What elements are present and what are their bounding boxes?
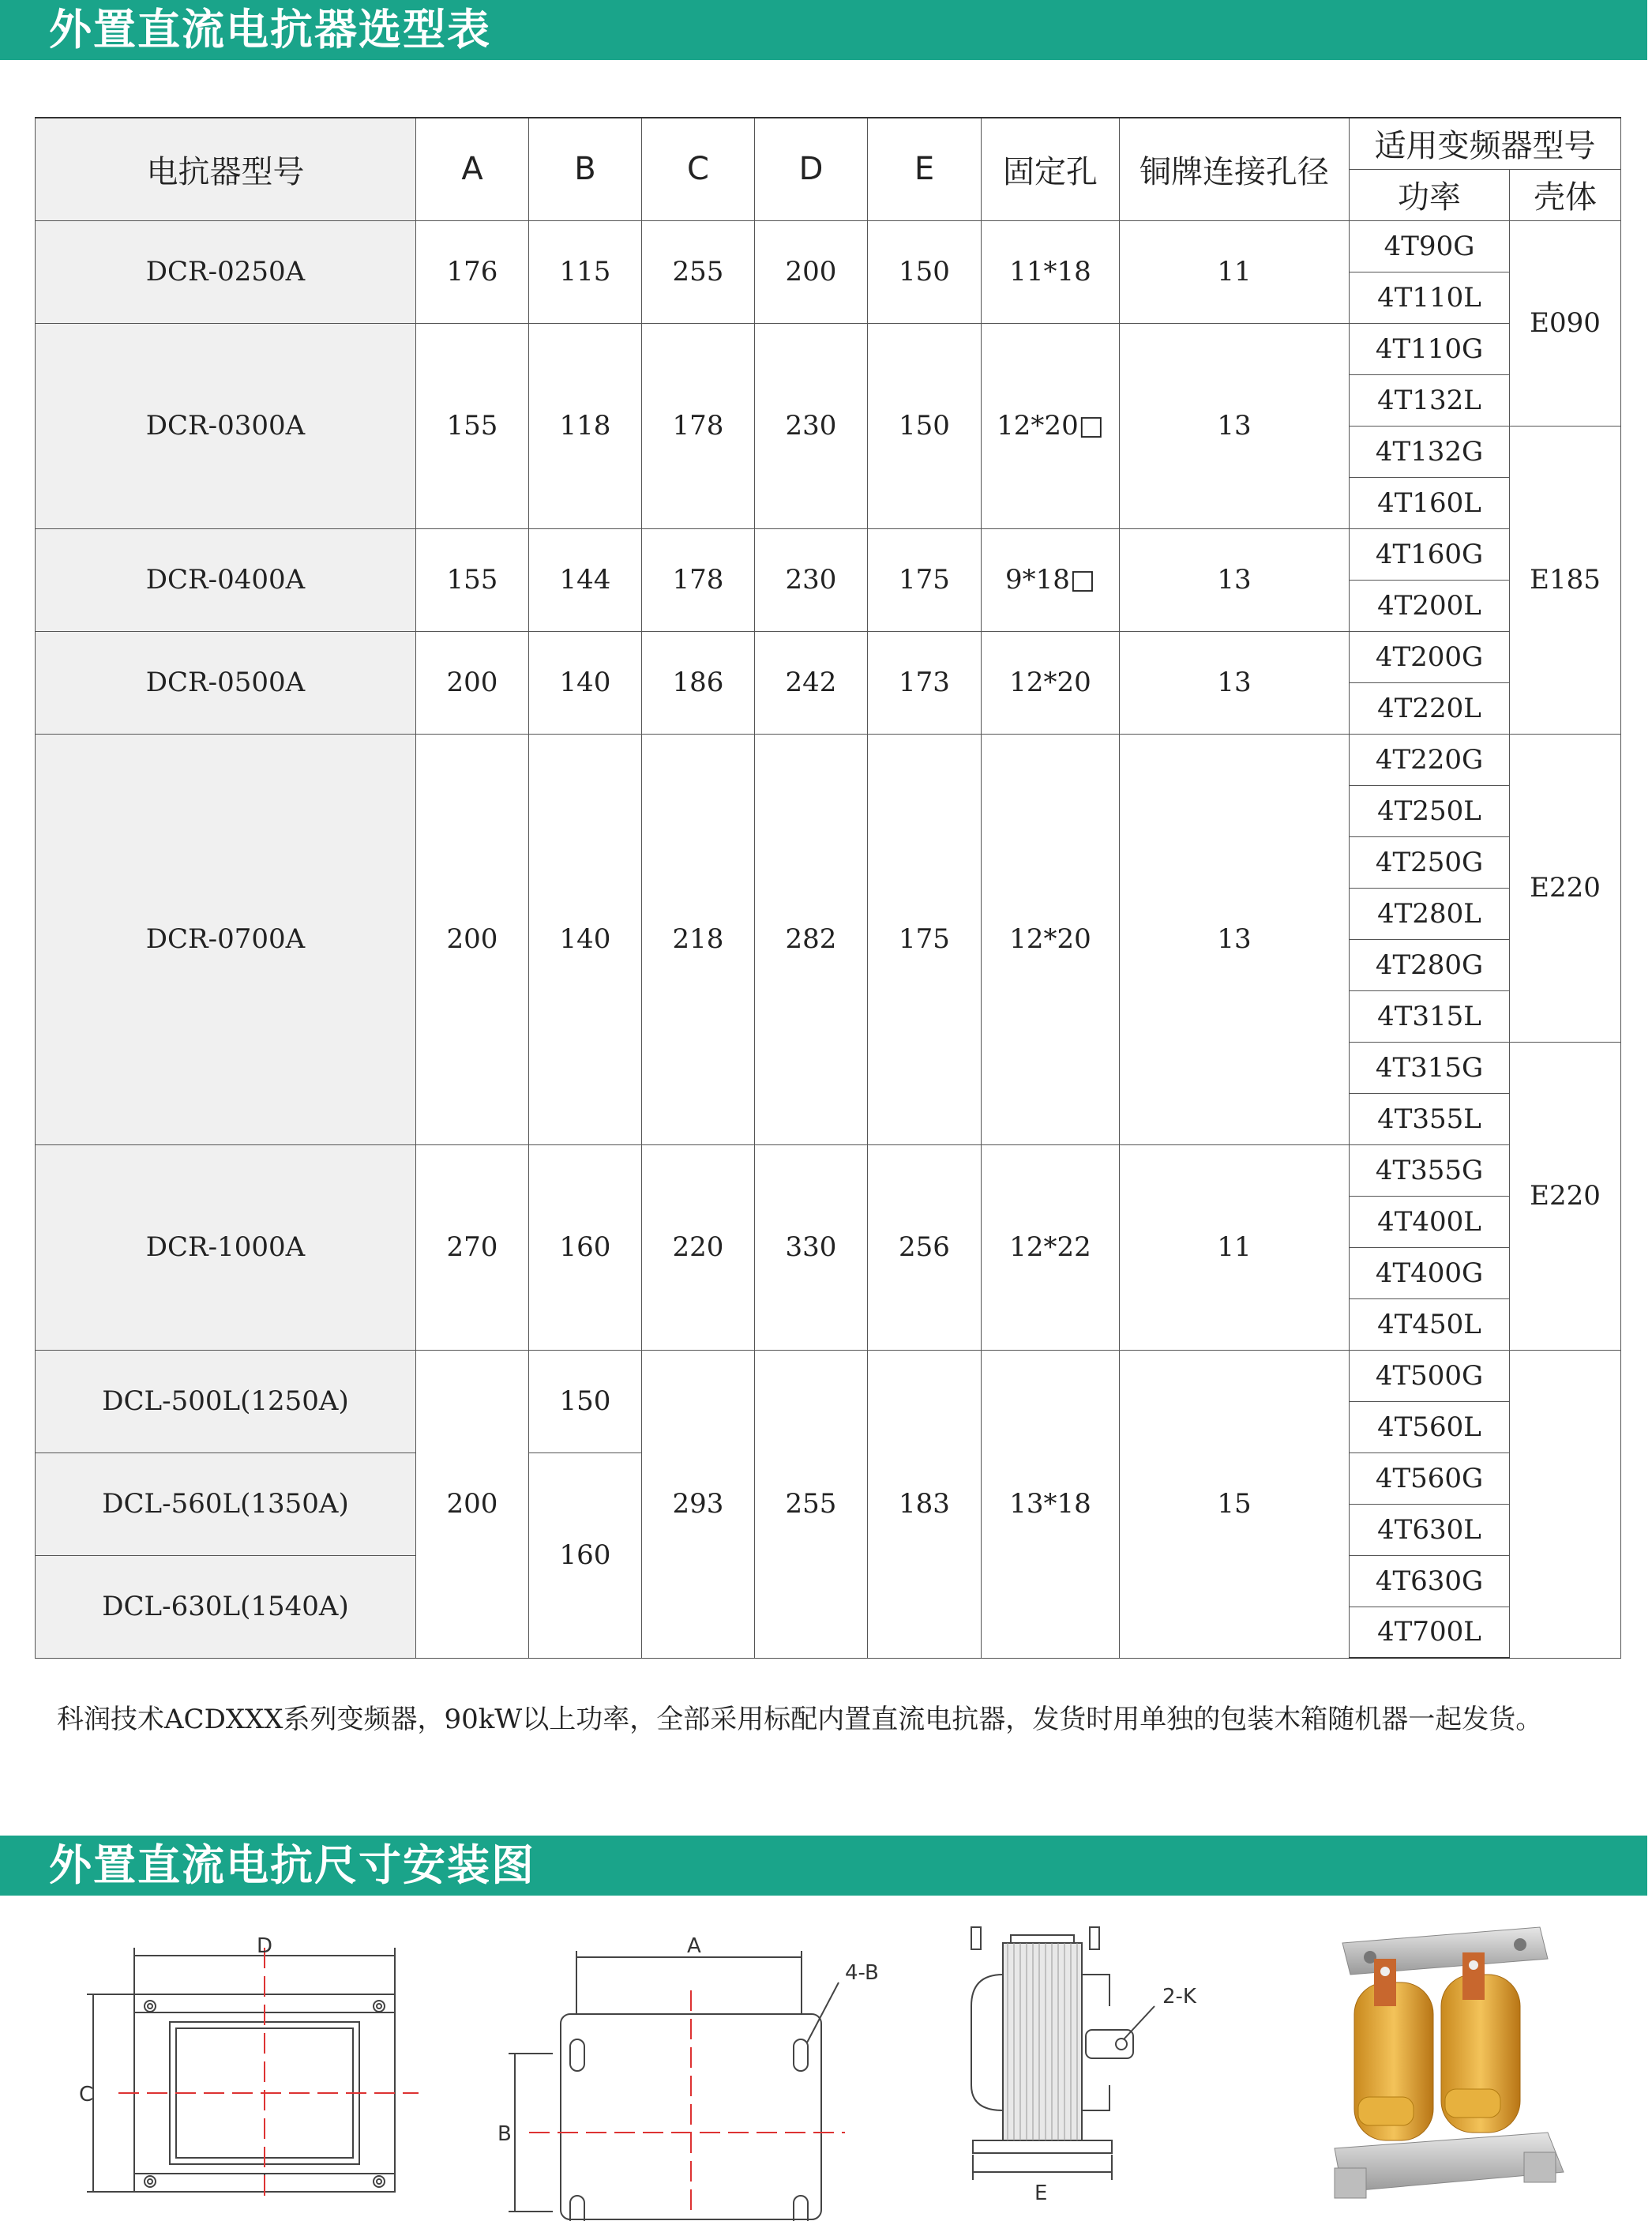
header-d: D — [755, 118, 868, 220]
cell-power: 4T250G — [1350, 836, 1510, 888]
cell-power: 4T315G — [1350, 1042, 1510, 1093]
cell-power: 4T560L — [1350, 1401, 1510, 1452]
note-paragraph: 科润技术ACDXXX系列变频器，90kW以上功率，全部采用标配内置直流电抗器，发货时用单独的包装木箱随机器一起发货。 — [57, 1704, 1543, 1735]
header-copper: 铜牌连接孔径 — [1120, 118, 1350, 220]
cell-a: 270 — [416, 1144, 529, 1350]
header-b: B — [529, 118, 642, 220]
cell-power: 4T280G — [1350, 939, 1510, 990]
cell-model: DCR-0400A — [36, 528, 416, 631]
cell-copper: 13 — [1120, 734, 1350, 1144]
cell-c: 178 — [642, 528, 755, 631]
cell-copper: 13 — [1120, 631, 1350, 734]
cell-housing: E185 — [1510, 426, 1621, 734]
cell-a: 155 — [416, 528, 529, 631]
cell-power: 4T315L — [1350, 990, 1510, 1042]
cell-power: 4T110L — [1350, 272, 1510, 323]
cell-e: 150 — [868, 323, 982, 528]
header-power: 功率 — [1350, 169, 1510, 220]
cell-copper: 11 — [1120, 1144, 1350, 1350]
section-header-bar — [0, 0, 1652, 60]
cell-a: 176 — [416, 220, 529, 323]
cell-power: 4T560G — [1350, 1452, 1510, 1504]
cell-power: 4T500G — [1350, 1350, 1510, 1401]
cell-d: 255 — [755, 1350, 868, 1658]
cell-c: 178 — [642, 323, 755, 528]
dim-label-b: B — [497, 2122, 512, 2146]
cell-copper: 13 — [1120, 528, 1350, 631]
cell-hole: 11*18 — [982, 220, 1120, 323]
header-e: E — [868, 118, 982, 220]
cell-model: DCR-0250A — [36, 220, 416, 323]
header-a: A — [416, 118, 529, 220]
cell-power: 4T450L — [1350, 1298, 1510, 1350]
cell-housing: E220 — [1510, 1042, 1621, 1350]
cell-e: 175 — [868, 734, 982, 1144]
cell-c: 186 — [642, 631, 755, 734]
cell-a: 200 — [416, 734, 529, 1144]
cell-e: 175 — [868, 528, 982, 631]
side-view-diagram — [956, 1903, 1240, 2212]
cell-housing: E220 — [1510, 734, 1621, 1042]
cell-power: 4T110G — [1350, 323, 1510, 374]
cell-housing: E090 — [1510, 220, 1621, 426]
cell-hole: 13*18 — [982, 1350, 1120, 1658]
dim-label-2k: 2-K — [1162, 1985, 1196, 2009]
cell-c: 220 — [642, 1144, 755, 1350]
cell-a: 155 — [416, 323, 529, 528]
cell-model: DCL-500L(1250A) — [36, 1350, 416, 1452]
cell-power: 4T630G — [1350, 1555, 1510, 1607]
cell-power: 4T220G — [1350, 734, 1510, 785]
dim-label-c: C — [79, 2083, 94, 2106]
header-inverter: 适用变频器型号 — [1350, 118, 1621, 169]
cell-power: 4T400G — [1350, 1247, 1510, 1298]
cell-b: 160 — [529, 1452, 642, 1658]
cell-hole: 12*22 — [982, 1144, 1120, 1350]
header-housing: 壳体 — [1510, 169, 1621, 220]
cell-d: 282 — [755, 734, 868, 1144]
cell-c: 293 — [642, 1350, 755, 1658]
cell-power: 4T700L — [1350, 1607, 1510, 1658]
cell-copper: 15 — [1120, 1350, 1350, 1658]
reactor-product-photo — [1311, 1911, 1579, 2212]
section-title: 外置直流电抗器选型表 — [49, 5, 491, 54]
cell-power: 4T160G — [1350, 528, 1510, 580]
cell-b: 150 — [529, 1350, 642, 1452]
cell-b: 160 — [529, 1144, 642, 1350]
cell-power: 4T400L — [1350, 1196, 1510, 1247]
cell-b: 115 — [529, 220, 642, 323]
cell-model: DCR-0300A — [36, 323, 416, 528]
cell-power: 4T200G — [1350, 631, 1510, 682]
cell-b: 140 — [529, 631, 642, 734]
cell-e: 173 — [868, 631, 982, 734]
selection-table — [35, 117, 1621, 1659]
section-header-bar — [0, 1836, 1652, 1896]
cell-model: DCR-1000A — [36, 1144, 416, 1350]
cell-power: 4T250L — [1350, 785, 1510, 836]
top-view-diagram — [497, 1903, 879, 2212]
cell-power: 4T220L — [1350, 682, 1510, 734]
section-title: 外置直流电抗尺寸安装图 — [49, 1840, 535, 1890]
cell-power: 4T160L — [1350, 477, 1510, 528]
cell-b: 140 — [529, 734, 642, 1144]
dim-label-d: D — [257, 1934, 273, 1958]
cell-d: 200 — [755, 220, 868, 323]
cell-model: DCR-0700A — [36, 734, 416, 1144]
cell-power: 4T132L — [1350, 374, 1510, 426]
cell-power: 4T355L — [1350, 1093, 1510, 1144]
cell-power: 4T630L — [1350, 1504, 1510, 1555]
dim-label-e: E — [1034, 2182, 1048, 2205]
cell-b: 118 — [529, 323, 642, 528]
cell-d: 230 — [755, 528, 868, 631]
cell-b: 144 — [529, 528, 642, 631]
cell-d: 330 — [755, 1144, 868, 1350]
cell-hole: 9*18□ — [982, 528, 1120, 631]
cell-model: DCR-0500A — [36, 631, 416, 734]
cell-hole: 12*20□ — [982, 323, 1120, 528]
dim-label-a: A — [687, 1934, 701, 1958]
cell-d: 242 — [755, 631, 868, 734]
cell-c: 218 — [642, 734, 755, 1144]
header-c: C — [642, 118, 755, 220]
cell-power: 4T132G — [1350, 426, 1510, 477]
cell-hole: 12*20 — [982, 631, 1120, 734]
cell-a: 200 — [416, 631, 529, 734]
cell-c: 255 — [642, 220, 755, 323]
cell-e: 256 — [868, 1144, 982, 1350]
cell-d: 230 — [755, 323, 868, 528]
cell-power: 4T200L — [1350, 580, 1510, 631]
cell-copper: 11 — [1120, 220, 1350, 323]
cell-hole: 12*20 — [982, 734, 1120, 1144]
cell-housing-empty — [1510, 1350, 1621, 1658]
cell-power: 4T355G — [1350, 1144, 1510, 1196]
cell-power: 4T90G — [1350, 220, 1510, 272]
cell-model: DCL-630L(1540A) — [36, 1555, 416, 1658]
cell-e: 183 — [868, 1350, 982, 1658]
cell-a: 200 — [416, 1350, 529, 1658]
front-view-diagram — [71, 1903, 434, 2212]
cell-e: 150 — [868, 220, 982, 323]
cell-power: 4T280L — [1350, 888, 1510, 939]
dim-label-4b: 4-B — [845, 1961, 879, 1985]
header-hole: 固定孔 — [982, 118, 1120, 220]
cell-model: DCL-560L(1350A) — [36, 1452, 416, 1555]
header-model: 电抗器型号 — [36, 118, 416, 220]
cell-copper: 13 — [1120, 323, 1350, 528]
